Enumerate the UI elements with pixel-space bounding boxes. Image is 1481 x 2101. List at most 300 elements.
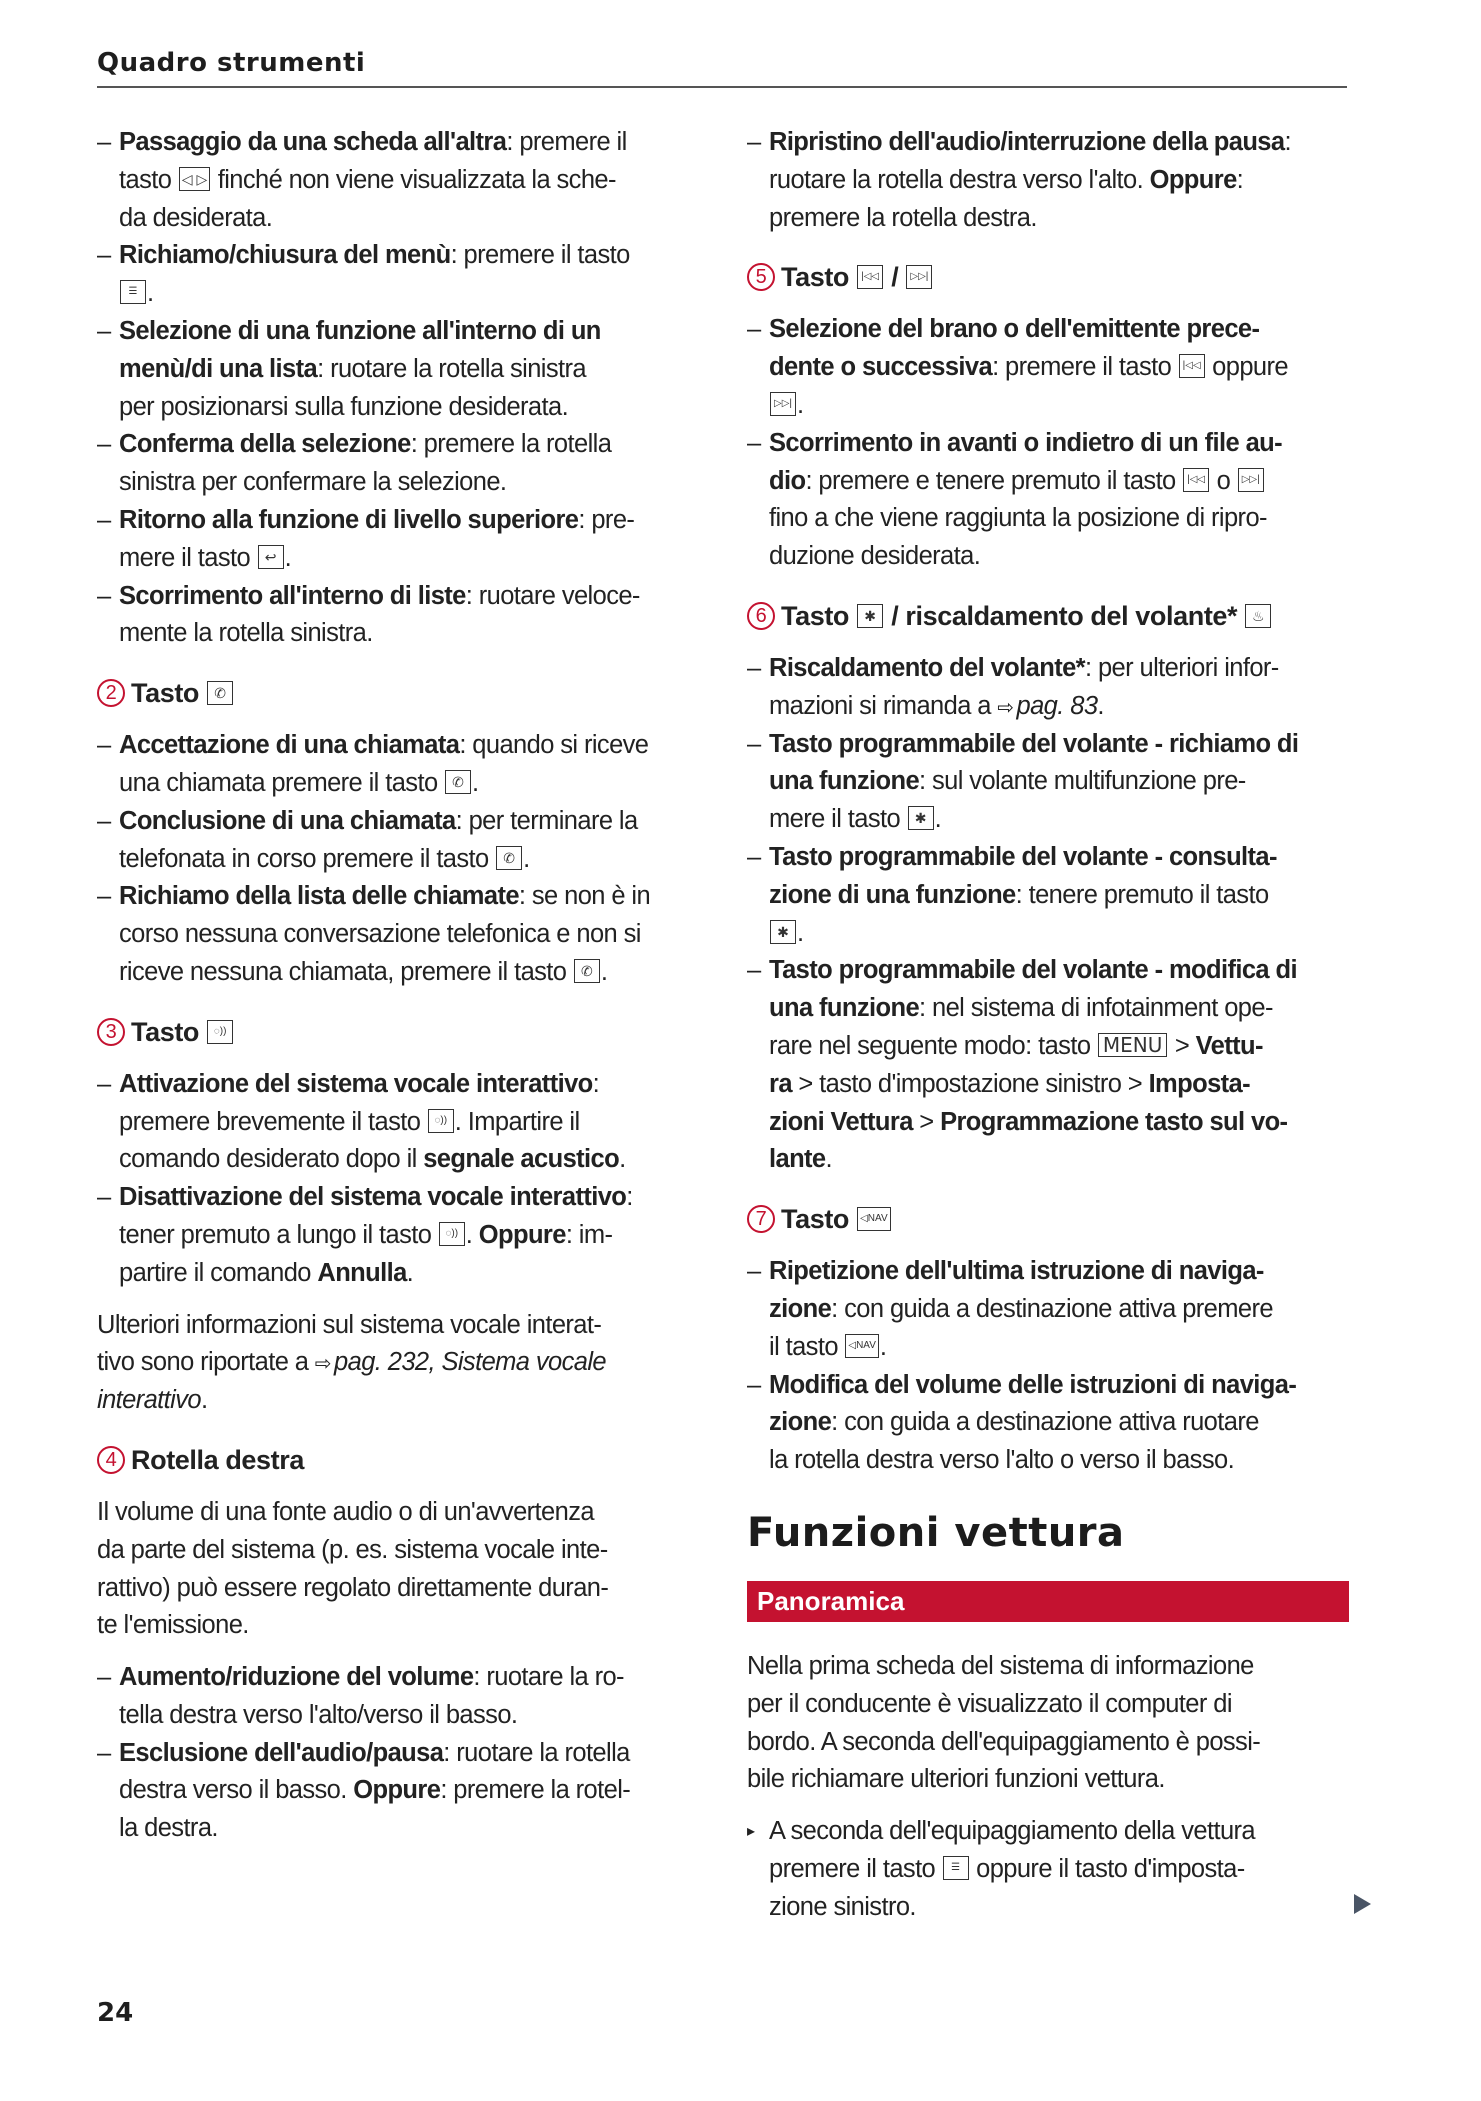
text-line [747, 1813, 1367, 1851]
bold-text: Tasto programmabile del volante - modifica di [769, 956, 1297, 985]
text-line [97, 502, 707, 540]
star-key-icon: ✱ [770, 920, 796, 944]
text: finché non viene visualizzata la sche- [211, 165, 616, 194]
list-item [747, 839, 1357, 952]
bold-text: dio [769, 466, 806, 495]
text-line [97, 1344, 707, 1382]
text: : ruotare veloce- [465, 581, 640, 610]
menu-button-key: MENU [1098, 1033, 1168, 1057]
text-line [747, 726, 1357, 764]
text: fino a che viene raggiunta la posizione di ripro- [769, 504, 1267, 533]
tab-switch-key-icon: ◁ ▷ [179, 167, 210, 191]
bold-text: Ritorno alla funzione di livello superiore [119, 505, 579, 534]
list-dash: – [747, 653, 761, 682]
section-heading-2 [97, 667, 707, 719]
text: Tasto [781, 262, 857, 293]
text-line [97, 1255, 707, 1293]
list-dash: – [747, 128, 761, 156]
text-line [97, 841, 707, 879]
text-line [97, 1532, 707, 1570]
text-line [97, 464, 707, 502]
text-line [747, 349, 1357, 387]
list-item [747, 650, 1357, 726]
section-heading-3 [97, 1006, 707, 1058]
text: corso nessuna conversazione telefonica e non si [119, 920, 641, 949]
text-line [747, 124, 1357, 162]
text: : premere il [506, 128, 627, 156]
text-line [747, 1404, 1357, 1442]
text-line [747, 1291, 1357, 1329]
list-item [747, 124, 1357, 237]
text-line [747, 1066, 1357, 1104]
text-line [747, 763, 1357, 801]
list-item [97, 426, 707, 502]
text-line [747, 801, 1357, 839]
list-dash: – [747, 315, 761, 344]
text: bordo. A seconda dell'equipaggiamento è possi- [747, 1727, 1261, 1756]
list-item [97, 878, 707, 991]
text-line [747, 425, 1357, 463]
text: sinistra per confermare la selezione. [119, 468, 507, 497]
list-item [97, 1066, 707, 1179]
text: : premere e tenere premuto il tasto [805, 466, 1183, 495]
circled-number-2-icon: 2 [97, 679, 125, 707]
text: : ruotare la rotella sinistra [317, 354, 586, 383]
spacer [97, 1293, 707, 1307]
bold-text: zioni Vettura [769, 1107, 913, 1136]
text: : premere il tasto [450, 241, 630, 270]
text-line [747, 538, 1357, 576]
list-item [97, 727, 707, 803]
text-line [97, 954, 707, 992]
text-line [97, 426, 707, 464]
text: . [797, 390, 804, 419]
text-line [747, 1442, 1357, 1480]
text: : con guida a destinazione attiva premere [831, 1294, 1273, 1323]
text: : [1284, 128, 1291, 156]
text: o [1210, 466, 1237, 495]
text: comando desiderato dopo il [119, 1145, 424, 1174]
text: > [1168, 1031, 1196, 1060]
text: zione sinistro. [769, 1892, 916, 1921]
text: : pre- [578, 505, 635, 534]
bold-text: Modifica del volume delle istruzioni di naviga- [769, 1370, 1297, 1399]
text-line [97, 162, 707, 200]
bold-text: Imposta- [1148, 1069, 1251, 1098]
text-line [97, 803, 707, 841]
list-dash: – [97, 1663, 111, 1692]
text: . [200, 1386, 208, 1415]
text: . [1097, 691, 1104, 720]
text: la destra. [119, 1814, 218, 1843]
bold-text: Attivazione del sistema vocale interattivo [119, 1069, 593, 1098]
text-line [747, 1141, 1357, 1179]
text-line [97, 1494, 707, 1532]
text: mere il tasto [119, 543, 257, 572]
text: per il conducente è visualizzato il computer di [747, 1689, 1232, 1718]
text-line [97, 1217, 707, 1255]
text-line [97, 1307, 707, 1345]
text: : [592, 1069, 600, 1098]
text: : sul volante multifunzione pre- [919, 767, 1246, 796]
list-dash: – [97, 1069, 111, 1098]
spacer [97, 1058, 707, 1066]
text: Tasto [781, 1204, 857, 1235]
text: : ruotare la rotella [443, 1738, 630, 1767]
voice-key-icon: ◌)) [428, 1109, 454, 1133]
list-dash: – [97, 430, 111, 459]
text-line [97, 615, 707, 653]
text: oppure il tasto d'imposta- [969, 1854, 1245, 1883]
page-header-title: Quadro strumenti [97, 48, 366, 78]
right-column [747, 124, 1357, 1480]
bold-text: dente o successiva [769, 353, 993, 382]
text: : premere la rotel- [440, 1776, 631, 1805]
cross-reference-text: interattivo [97, 1386, 201, 1415]
phone-key-icon: ✆ [496, 846, 522, 870]
bold-text: Annulla [317, 1258, 407, 1287]
text-line [97, 124, 707, 162]
header-divider [97, 86, 1347, 88]
text-line [97, 1735, 707, 1773]
spacer [97, 1645, 707, 1659]
text-line [747, 1104, 1357, 1142]
text-line [747, 1851, 1367, 1889]
bold-text: una funzione [769, 767, 920, 796]
text-line [97, 313, 707, 351]
star-key-icon: ✱ [857, 604, 883, 628]
list-dash: – [97, 581, 111, 610]
text: / [884, 262, 906, 293]
text: . [406, 1258, 414, 1287]
text-line [747, 1889, 1367, 1927]
text-line [747, 877, 1357, 915]
text: Rotella destra [131, 1444, 304, 1475]
list-item [97, 313, 707, 426]
section-heading-7 [747, 1193, 1357, 1245]
text: > [912, 1107, 941, 1136]
text: Tasto [781, 600, 857, 631]
list-item [97, 1735, 707, 1848]
bold-text: zione di una funzione [769, 880, 1016, 909]
subsection-title: Panoramica [757, 1586, 905, 1616]
list-dash: – [97, 128, 111, 156]
spacer [747, 1245, 1357, 1253]
list-dash: – [97, 1183, 111, 1212]
menu-key-icon: ☰ [120, 280, 146, 304]
bold-text: Vettu- [1195, 1031, 1263, 1060]
text-line [97, 578, 707, 616]
bold-text: Tasto programmabile del volante - richiamo di [769, 729, 1299, 758]
list-dash: – [747, 729, 761, 758]
text: Tasto [131, 678, 207, 709]
text: : tenere premuto il tasto [1015, 880, 1269, 909]
text-line [97, 351, 707, 389]
list-dash: – [747, 956, 761, 985]
text-line [747, 1724, 1367, 1762]
text: Ulteriori informazioni sul sistema vocale interat- [97, 1310, 602, 1339]
text: mazioni si rimanda a [769, 691, 998, 720]
bold-text: Ripetizione dell'ultima istruzione di naviga- [769, 1257, 1264, 1286]
text-line [97, 1382, 707, 1420]
text-line [747, 1253, 1357, 1291]
list-dash: – [97, 731, 111, 760]
previous-track-key-icon: |◁◁ [857, 265, 883, 289]
text-line [97, 200, 707, 238]
star-key-icon: ✱ [908, 806, 934, 830]
text: duzione desiderata. [769, 542, 981, 571]
circled-number-7-icon: 7 [747, 1205, 775, 1233]
list-dash: – [747, 1257, 761, 1286]
text-line [97, 1104, 707, 1142]
text-line [97, 878, 707, 916]
bold-text: Selezione di una funzione all'interno di un [119, 316, 601, 345]
text-line [747, 990, 1357, 1028]
bold-text: Aumento/riduzione del volume [119, 1663, 474, 1692]
nav-voice-key-icon: ◁NAV [845, 1334, 879, 1358]
circled-number-3-icon: 3 [97, 1018, 125, 1046]
cross-reference-text: pag. 232, Sistema vocale [334, 1348, 606, 1377]
section-heading-5 [747, 251, 1357, 303]
text: tener premuto a lungo il tasto [119, 1220, 438, 1249]
list-item [97, 1179, 707, 1292]
text: tella destra verso l'alto/verso il basso. [119, 1700, 518, 1729]
paragraph [747, 1648, 1367, 1799]
text: una chiamata premere il tasto [119, 768, 445, 797]
list-dash: – [747, 1370, 761, 1399]
text: il tasto [769, 1332, 845, 1361]
text-line [747, 650, 1357, 688]
text-line [97, 1066, 707, 1104]
page-number: 24 [97, 1998, 134, 2028]
bold-text: segnale acustico [423, 1145, 620, 1174]
list-item [747, 726, 1357, 839]
bold-text: Ripristino dell'audio/interruzione della pausa [769, 128, 1285, 156]
text: . [284, 543, 292, 572]
list-dash: – [97, 241, 111, 270]
section-heading: Funzioni vettura [747, 1510, 1125, 1556]
text: : per ulteriori infor- [1085, 653, 1279, 682]
spacer [747, 642, 1357, 650]
text: Nella prima scheda del sistema di informazione [747, 1652, 1254, 1680]
text: . [934, 805, 942, 834]
bold-text: Selezione del brano o dell'emittente prece- [769, 315, 1260, 344]
list-dash: – [97, 882, 111, 911]
list-item [97, 578, 707, 654]
text: . [600, 957, 608, 986]
text-line [97, 389, 707, 427]
text-line [97, 237, 707, 275]
text-line [747, 1367, 1357, 1405]
text: destra verso il basso. [119, 1776, 354, 1805]
previous-track-key-icon: |◁◁ [1179, 354, 1205, 378]
text-line [97, 540, 707, 578]
bold-text: Accettazione di una chiamata [119, 731, 460, 760]
text-line [97, 1810, 707, 1848]
cross-reference-arrow-icon: ⇨ [997, 696, 1014, 719]
list-dash: – [747, 842, 761, 871]
spacer [97, 719, 707, 727]
text-line [747, 952, 1357, 990]
list-item [747, 952, 1357, 1179]
menu-key-icon: ☰ [943, 1856, 969, 1880]
text: . Impartire il [454, 1107, 580, 1136]
phone-key-icon: ✆ [207, 681, 233, 705]
circled-number-4-icon: 4 [97, 1446, 125, 1474]
bold-text: ra [769, 1069, 792, 1098]
text: premere il tasto [769, 1854, 942, 1883]
text: mere il tasto [769, 805, 907, 834]
bold-text: Riscaldamento del volante* [769, 653, 1085, 682]
text: : nel sistema di infotainment ope- [919, 994, 1273, 1023]
text: oppure [1205, 353, 1288, 382]
text: : im- [565, 1220, 613, 1249]
circled-number-5-icon: 5 [747, 263, 775, 291]
text-line [747, 1329, 1357, 1367]
text: : [626, 1183, 633, 1212]
spacer [97, 653, 707, 667]
text: per posizionarsi sulla funzione desiderata. [119, 392, 569, 421]
bold-text: una funzione [769, 994, 920, 1023]
text: rattivo) può essere regolato direttamente duran- [97, 1573, 609, 1602]
bold-text: Oppure [1149, 165, 1237, 194]
text: premere brevemente il tasto [119, 1107, 427, 1136]
text: . [465, 1220, 479, 1249]
list-item [97, 502, 707, 578]
text-line [747, 1648, 1367, 1686]
text-line [747, 463, 1357, 501]
bold-text: Oppure [353, 1776, 441, 1805]
paragraph [97, 1494, 707, 1645]
text-line [97, 275, 707, 313]
spacer [747, 1799, 1367, 1813]
paragraph [97, 1307, 707, 1420]
text: . [472, 768, 479, 797]
text-line [747, 1686, 1367, 1724]
text-line [747, 1028, 1357, 1066]
text: riceve nessuna chiamata, premere il tasto [119, 957, 573, 986]
text: tasto [119, 165, 178, 194]
bold-text: Disattivazione del sistema vocale interattivo [119, 1183, 627, 1212]
circled-number-6-icon: 6 [747, 602, 775, 630]
text: : per terminare la [455, 806, 638, 835]
text: telefonata in corso premere il tasto [119, 844, 496, 873]
subsection-bar [747, 1581, 1349, 1622]
spacer [97, 1420, 707, 1434]
previous-track-key-icon: |◁◁ [1183, 468, 1209, 492]
text-line [97, 1570, 707, 1608]
bold-text: Programmazione tasto sul vo- [940, 1107, 1288, 1136]
bold-text: Oppure [478, 1220, 566, 1249]
bold-text: zione [769, 1408, 832, 1437]
bold-text: Richiamo della lista delle chiamate [119, 882, 519, 911]
next-track-key-icon: ▷▷| [906, 265, 932, 289]
text-line [747, 915, 1357, 953]
phone-key-icon: ✆ [574, 959, 600, 983]
text-line [97, 1697, 707, 1735]
list-item [747, 425, 1357, 576]
list-dash: – [97, 316, 111, 345]
text: : premere il tasto [992, 353, 1178, 382]
text-line [97, 727, 707, 765]
list-dash: – [97, 806, 111, 835]
steering-wheel-heating-icon: ♨ [1245, 604, 1271, 628]
spacer [747, 303, 1357, 311]
spacer [747, 576, 1357, 590]
panoramica-content [747, 1648, 1367, 1927]
text: premere la rotella destra. [769, 203, 1037, 232]
back-key-icon: ↩ [258, 545, 284, 569]
text-line [97, 765, 707, 803]
text: . [147, 279, 154, 308]
left-column [97, 124, 707, 1848]
text-line [747, 500, 1357, 538]
spacer [97, 1486, 707, 1494]
bold-text: Scorrimento in avanti o indietro di un file au- [769, 428, 1283, 457]
list-item [747, 311, 1357, 424]
bold-text: Esclusione dell'audio/pausa [119, 1738, 444, 1767]
text-line [747, 688, 1357, 726]
text: : se non è in [518, 882, 651, 911]
bold-text: Passaggio da una scheda all'altra [119, 128, 507, 156]
bold-text: Conferma della selezione [119, 430, 411, 459]
text: > tasto d'impostazione sinistro > [791, 1069, 1149, 1098]
text: . [523, 844, 530, 873]
text-line [97, 1607, 707, 1645]
nav-voice-key-icon: ◁NAV [857, 1207, 891, 1231]
list-dash: – [97, 1738, 111, 1767]
text-line [97, 1659, 707, 1697]
bold-text: Conclusione di una chiamata [119, 806, 456, 835]
text-line [747, 311, 1357, 349]
list-item [97, 1659, 707, 1735]
bold-text: menù/di una lista [119, 354, 318, 383]
text: mente la rotella sinistra. [119, 619, 373, 648]
next-track-key-icon: ▷▷| [770, 392, 796, 416]
text: : quando si riceve [459, 731, 649, 760]
step-triangle-icon: ▸ [747, 1823, 755, 1841]
text: . [619, 1145, 626, 1174]
text: Tasto [131, 1016, 207, 1047]
bold-text: Scorrimento all'interno di liste [119, 581, 466, 610]
list-dash: – [747, 428, 761, 457]
bold-text: Richiamo/chiusura del menù [119, 241, 451, 270]
text: Il volume di una fonte audio o di un'avvertenza [97, 1497, 594, 1526]
text: da parte del sistema (p. es. sistema vocale inte- [97, 1535, 608, 1564]
section-heading-4 [97, 1434, 707, 1486]
spacer [97, 992, 707, 1006]
instruction-step [747, 1813, 1367, 1926]
voice-key-icon: ◌)) [207, 1020, 233, 1044]
text-line [747, 839, 1357, 877]
list-item [97, 124, 707, 237]
list-item [97, 803, 707, 879]
list-dash: – [97, 505, 111, 534]
list-item [97, 237, 707, 313]
spacer [747, 237, 1357, 251]
bold-text: lante [769, 1145, 826, 1174]
text-line [747, 200, 1357, 238]
text: / riscaldamento del volante* [884, 600, 1245, 631]
cross-reference-text: pag. 83 [1016, 691, 1098, 720]
text: la rotella destra verso l'alto o verso il basso. [769, 1446, 1235, 1475]
text: tivo sono riportate a [97, 1348, 315, 1377]
spacer [747, 1179, 1357, 1193]
cross-reference-arrow-icon: ⇨ [314, 1353, 332, 1376]
text-line [97, 1179, 707, 1217]
text: A seconda dell'equipaggiamento della vettura [769, 1817, 1256, 1846]
text: : ruotare la ro- [473, 1663, 624, 1692]
